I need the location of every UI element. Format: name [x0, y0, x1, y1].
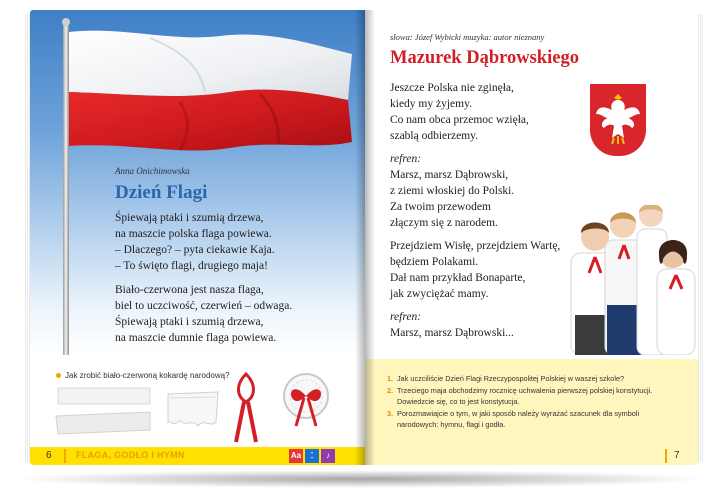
ruffled-ribbon-image: [164, 384, 222, 438]
red-ribbon-image: [228, 368, 264, 446]
song-line: Marsz, marsz Dąbrowski...: [390, 327, 514, 339]
flagpole: [63, 22, 69, 355]
poem-author: Anna Onichimowska: [115, 166, 190, 176]
bullet-dot-icon: [56, 373, 61, 378]
music-icon: ♪: [321, 449, 335, 463]
song-line: Dał nam przykład Bonaparte,: [390, 272, 526, 284]
white-eagle-icon: [590, 84, 646, 156]
song-line: Za twoim przewodem: [390, 201, 491, 213]
song-line: Marsz, marsz Dąbrowski,: [390, 169, 509, 181]
song-line: będziem Polakami.: [390, 256, 479, 268]
refrain-label: refren:: [390, 153, 422, 165]
page-edges-right: [698, 14, 704, 462]
craft-question-text: Jak zrobić biało-czerwoną kokardę narodową?: [65, 371, 230, 380]
stanza: [115, 210, 355, 274]
task-list: [387, 373, 682, 431]
letters-icon: Aa: [289, 449, 303, 463]
song-line: złączym się z narodem.: [390, 217, 498, 229]
refrain: [390, 309, 590, 341]
poem-dzien-flagi: [115, 210, 355, 354]
task-number: 2.: [387, 385, 394, 395]
song-mazurek: [390, 80, 590, 348]
poem-line: – To święto flagi, drugiego maja!: [115, 260, 268, 272]
paper-strips-image: [54, 384, 154, 438]
chapter-title: FLAGA, GODŁO I HYMN: [76, 450, 185, 460]
stanza: [115, 282, 355, 346]
footer-left: [30, 447, 365, 465]
song-line: jak zwyciężać mamy.: [390, 288, 489, 300]
task-text: Trzeciego maja obchodzimy rocznicę uchwalenia pierwszej polskiej konstytucji. Dowiedzcie się, co to jest konstytucja.: [397, 385, 653, 406]
flag-white-stripe: [69, 31, 352, 100]
book-gutter: [355, 10, 375, 465]
poem-title: Dzień Flagi: [115, 182, 208, 203]
poem-line: na maszcie dumnie flaga powiewa.: [115, 332, 277, 344]
footer-divider: [665, 449, 667, 463]
task-text: Jak uczciliście Dzień Flagi Rzeczypospolitej Polskiej w waszej szkole?: [397, 374, 625, 383]
stanza: [390, 80, 590, 144]
list-item: [387, 373, 682, 385]
song-line: z ziemi włoskiej do Polski.: [390, 185, 515, 197]
poem-line: Śpiewają ptaki i szumią drzewa,: [115, 316, 264, 328]
polish-emblem: [590, 84, 646, 156]
refrain-label: refren:: [390, 311, 422, 323]
flag-red-stripe: [69, 90, 352, 151]
poem-line: biel to uczciwość, czerwień – odwaga.: [115, 300, 293, 312]
children-photo: [565, 205, 698, 355]
stanza: [390, 238, 590, 302]
page-number: 7: [674, 450, 680, 461]
list-item: [387, 408, 682, 431]
cockade-image: [278, 368, 334, 432]
book-shadow: [8, 470, 712, 488]
song-title: Mazurek Dąbrowskiego: [390, 48, 579, 68]
poem-line: – Dlaczego? – pyta ciekawie Kaja.: [115, 244, 275, 256]
craft-question: [56, 371, 230, 380]
song-line: szablą odbierzemy.: [390, 130, 479, 142]
song-line: Przejdziem Wisłę, przejdziem Wartę,: [390, 240, 561, 252]
poem-line: na maszcie polska flaga powiewa.: [115, 228, 272, 240]
footer-right: [365, 447, 698, 465]
task-number: 3.: [387, 408, 394, 418]
task-number: 1.: [387, 374, 394, 383]
left-page: [30, 10, 365, 465]
poem-line: Śpiewają ptaki i szumią drzewa,: [115, 212, 264, 224]
list-item: [387, 385, 682, 408]
right-page: [365, 10, 698, 465]
footer-divider: [64, 449, 66, 463]
song-credit: słowa: Józef Wybicki muzyka: autor nieznany: [390, 32, 545, 42]
song-line: Jeszcze Polska nie zginęła,: [390, 82, 514, 94]
song-line: kiedy my żyjemy.: [390, 98, 472, 110]
page-number: 6: [46, 450, 52, 461]
poem-line: Biało-czerwona jest nasza flaga,: [115, 284, 264, 296]
task-text: Porozmawiajcie o tym, w jaki sposób należy wyrażać szacunek dla symboli narodowych: hymnu, flagi i godła.: [397, 408, 640, 429]
song-line: Co nam obca przemoc wzięła,: [390, 114, 529, 126]
refrain: [390, 151, 590, 231]
dots-icon: ⁚: [305, 449, 319, 463]
